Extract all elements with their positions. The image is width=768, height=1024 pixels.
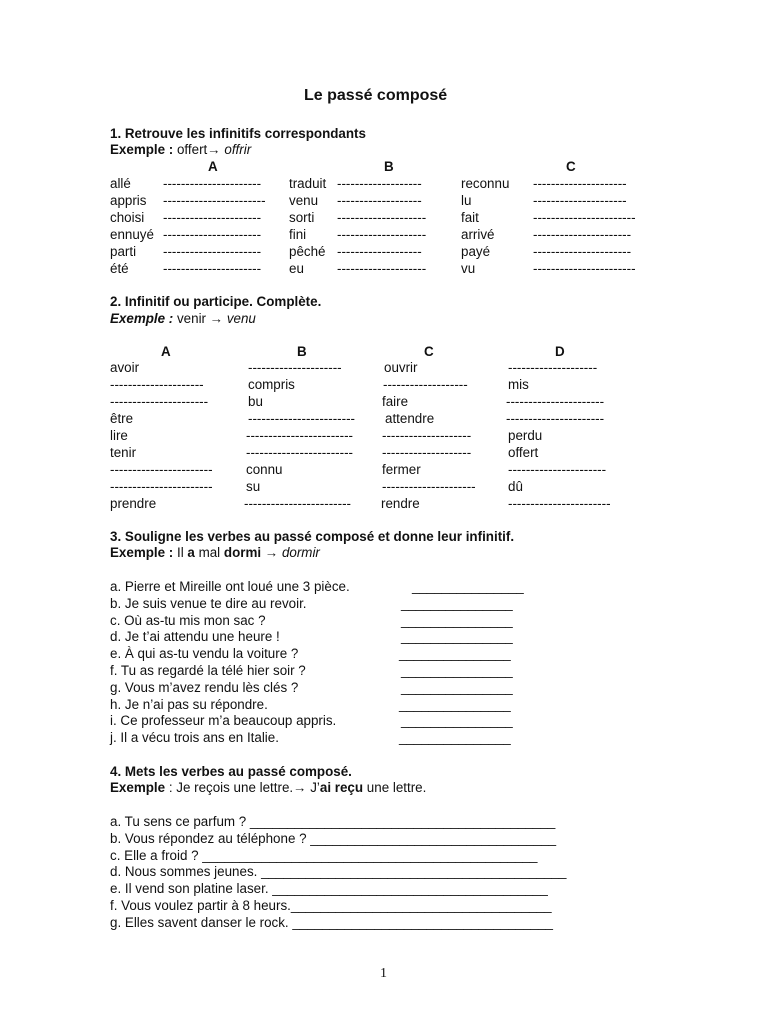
ex2-word: prendre — [110, 496, 157, 511]
ex1-word: traduit — [289, 176, 327, 191]
ex1-col-header-a: A — [208, 159, 218, 174]
ex2-answer-blank: ------------------------ — [244, 496, 352, 511]
ex4-example-label: Exemple — [110, 780, 166, 795]
ex2-answer-blank: ----------------------- — [508, 496, 611, 511]
ex4-example-bold: ai reçu — [319, 780, 364, 795]
ex2-col-header-d: D — [555, 344, 565, 359]
ex2-answer-blank: ----------------------- — [110, 462, 213, 477]
ex1-word: venu — [289, 193, 319, 208]
ex2-answer-blank: ---------------------- — [508, 462, 607, 477]
ex1-answer-blank: -------------------- — [337, 261, 427, 276]
ex3-sentence: c. Où as-tu mis mon sac ? — [110, 612, 266, 628]
ex1-word: arrivé — [461, 227, 495, 242]
ex2-answer-blank: ---------------------- — [506, 394, 605, 409]
ex3-sentence: b. Je suis venue te dire au revoir. — [110, 595, 307, 611]
ex2-word: perdu — [508, 428, 543, 443]
ex2-example — [110, 312, 256, 325]
ex1-answer-blank: ---------------------- — [533, 227, 632, 242]
ex2-col-header-c: C — [424, 344, 434, 359]
ex1-answer-blank: ---------------------- — [163, 176, 262, 191]
ex2-heading: 2. Infinitif ou participe. Complète. — [110, 294, 322, 309]
ex2-answer-blank: ------------------- — [383, 377, 468, 392]
page-title: Le passé composé — [304, 87, 448, 104]
ex3-example-arrow: → — [261, 545, 282, 560]
ex1-word: pêché — [289, 244, 326, 259]
ex1-word: eu — [289, 261, 304, 276]
ex2-answer-blank: --------------------- — [110, 377, 204, 392]
ex1-example-answer: offrir — [224, 142, 252, 157]
ex3-sentence: h. Je n’ai pas su répondre. — [110, 696, 268, 712]
ex3-sentence: d. Je t’ai attendu une heure ! — [110, 629, 280, 645]
ex4-sentence: e. Il vend son platine laser. _____________________________________ — [110, 881, 548, 897]
ex4-example-end: une lettre. — [363, 780, 427, 795]
ex1-word: parti — [110, 244, 137, 259]
ex1-word: reconnu — [461, 176, 510, 191]
ex2-answer-blank: -------------------- — [382, 428, 472, 443]
ex4-sentence: c. Elle a froid ? _____________________________________________ — [110, 847, 538, 863]
ex3-example-verb: dormi — [223, 545, 262, 560]
ex2-answer-blank: -------------------- — [508, 360, 598, 375]
ex3-example-pre: Il — [173, 545, 188, 560]
ex1-answer-blank: ---------------------- — [533, 244, 632, 259]
ex1-answer-blank: --------------------- — [533, 193, 627, 208]
ex1-word: été — [110, 261, 129, 276]
ex2-example-word: venir → — [173, 311, 227, 326]
ex2-word: compris — [248, 377, 295, 392]
ex2-col-header-b: B — [297, 344, 307, 359]
ex1-answer-blank: ---------------------- — [163, 210, 262, 225]
ex3-example-label: Exemple : — [110, 545, 174, 560]
ex2-answer-blank: -------------------- — [382, 445, 472, 460]
ex4-example-text: : Je reçois une lettre.→ J’ — [165, 780, 320, 795]
ex3-answer-blank: _______________ — [401, 629, 513, 645]
ex2-word: rendre — [381, 496, 420, 511]
ex2-word: faire — [382, 394, 409, 409]
ex1-answer-blank: ----------------------- — [533, 210, 636, 225]
ex1-answer-blank: ---------------------- — [163, 244, 262, 259]
ex1-answer-blank: --------------------- — [533, 176, 627, 191]
ex4-sentence: d. Nous sommes jeunes. _________________________________________ — [110, 864, 567, 880]
ex1-word: lu — [461, 193, 472, 208]
ex3-sentence: f. Tu as regardé la télé hier soir ? — [110, 663, 306, 678]
ex2-word: attendre — [385, 411, 435, 426]
ex4-example — [110, 781, 426, 794]
ex3-answer-blank: _______________ — [401, 595, 513, 611]
ex4-sentence: f. Vous voulez partir à 8 heurs.___________________________________ — [110, 898, 552, 913]
ex2-answer-blank: ------------------------ — [246, 445, 354, 460]
ex3-sentence: e. À qui as-tu vendu la voiture ? — [110, 646, 299, 662]
ex1-example-label: Exemple : — [110, 142, 174, 157]
ex4-sentence: a. Tu sens ce parfum ? _________________________________________ — [110, 814, 556, 829]
ex3-heading: 3. Souligne les verbes au passé composé et donne leur infinitif. — [110, 529, 515, 544]
ex3-answer-blank: _______________ — [401, 612, 513, 628]
ex1-answer-blank: ------------------- — [337, 193, 422, 208]
ex2-word: mis — [508, 377, 529, 392]
ex3-sentence: a. Pierre et Mireille ont loué une 3 pièce. — [110, 579, 350, 594]
ex2-example-label: Exemple : — [110, 311, 174, 326]
ex3-example-aux: a — [187, 545, 195, 560]
ex3-sentence: i. Ce professeur m’a beaucoup appris. — [110, 713, 337, 729]
ex2-word: tenir — [110, 445, 137, 460]
ex2-word: su — [246, 479, 261, 494]
ex2-answer-blank: ---------------------- — [506, 411, 605, 426]
ex2-word: bu — [248, 394, 263, 409]
ex3-answer-blank: _______________ — [399, 646, 511, 662]
ex2-answer-blank: ------------------------ — [248, 411, 356, 426]
ex2-col-header-a: A — [161, 344, 171, 359]
ex3-answer-blank: _______________ — [412, 579, 524, 594]
ex1-example-word: offert→ — [173, 142, 225, 157]
ex3-answer-blank: _______________ — [401, 713, 513, 729]
ex1-answer-blank: -------------------- — [337, 227, 427, 242]
ex3-sentence: g. Vous m’avez rendu lès clés ? — [110, 679, 299, 695]
page-number: 1 — [380, 966, 387, 981]
ex3-example-mid: mal — [194, 545, 224, 560]
ex2-word: avoir — [110, 360, 140, 375]
ex1-word: appris — [110, 193, 147, 208]
ex1-word: payé — [461, 244, 491, 259]
ex3-answer-blank: _______________ — [401, 663, 513, 678]
ex3-example — [110, 546, 320, 559]
ex1-word: choisi — [110, 210, 145, 225]
ex2-word: fermer — [382, 462, 421, 477]
ex1-answer-blank: ----------------------- — [163, 193, 266, 208]
ex4-sentence: b. Vous répondez au téléphone ? _________________________________ — [110, 830, 557, 846]
ex2-answer-blank: --------------------- — [248, 360, 342, 375]
ex2-word: ouvrir — [384, 360, 418, 375]
ex1-col-header-c: C — [566, 159, 576, 174]
ex1-heading: 1. Retrouve les infinitifs correspondants — [110, 126, 366, 141]
ex4-heading: 4. Mets les verbes au passé composé. — [110, 764, 352, 779]
ex2-example-answer: venu — [226, 311, 256, 326]
ex3-example-answer: dormir — [281, 545, 320, 560]
ex1-word: fait — [461, 210, 479, 225]
ex2-answer-blank: --------------------- — [382, 479, 476, 494]
ex2-word: dû — [508, 479, 523, 494]
ex1-word: sorti — [289, 210, 315, 225]
ex1-word: vu — [461, 261, 476, 276]
ex2-word: offert — [508, 445, 539, 460]
ex2-word: connu — [246, 462, 283, 477]
ex1-answer-blank: ------------------- — [337, 176, 422, 191]
ex1-answer-blank: -------------------- — [337, 210, 427, 225]
ex1-example — [110, 143, 251, 156]
ex2-answer-blank: ----------------------- — [110, 479, 213, 494]
ex2-word: lire — [110, 428, 128, 443]
ex4-sentence: g. Elles savent danser le rock. ___________________________________ — [110, 914, 554, 930]
ex1-word: allé — [110, 176, 131, 191]
ex1-answer-blank: ---------------------- — [163, 227, 262, 242]
ex3-answer-blank: _______________ — [399, 696, 511, 712]
ex2-answer-blank: ---------------------- — [110, 394, 209, 409]
ex1-answer-blank: ----------------------- — [533, 261, 636, 276]
ex3-sentence: j. Il a vécu trois ans en Italie. — [110, 730, 279, 746]
ex1-answer-blank: ------------------- — [337, 244, 422, 259]
ex3-answer-blank: _______________ — [401, 679, 513, 695]
ex1-word: fini — [289, 227, 307, 242]
ex1-col-header-b: B — [384, 159, 394, 174]
ex1-word: ennuyé — [110, 227, 154, 242]
ex1-answer-blank: ---------------------- — [163, 261, 262, 276]
ex2-answer-blank: ------------------------ — [246, 428, 354, 443]
ex2-word: être — [110, 411, 134, 426]
ex3-answer-blank: _______________ — [399, 730, 511, 746]
